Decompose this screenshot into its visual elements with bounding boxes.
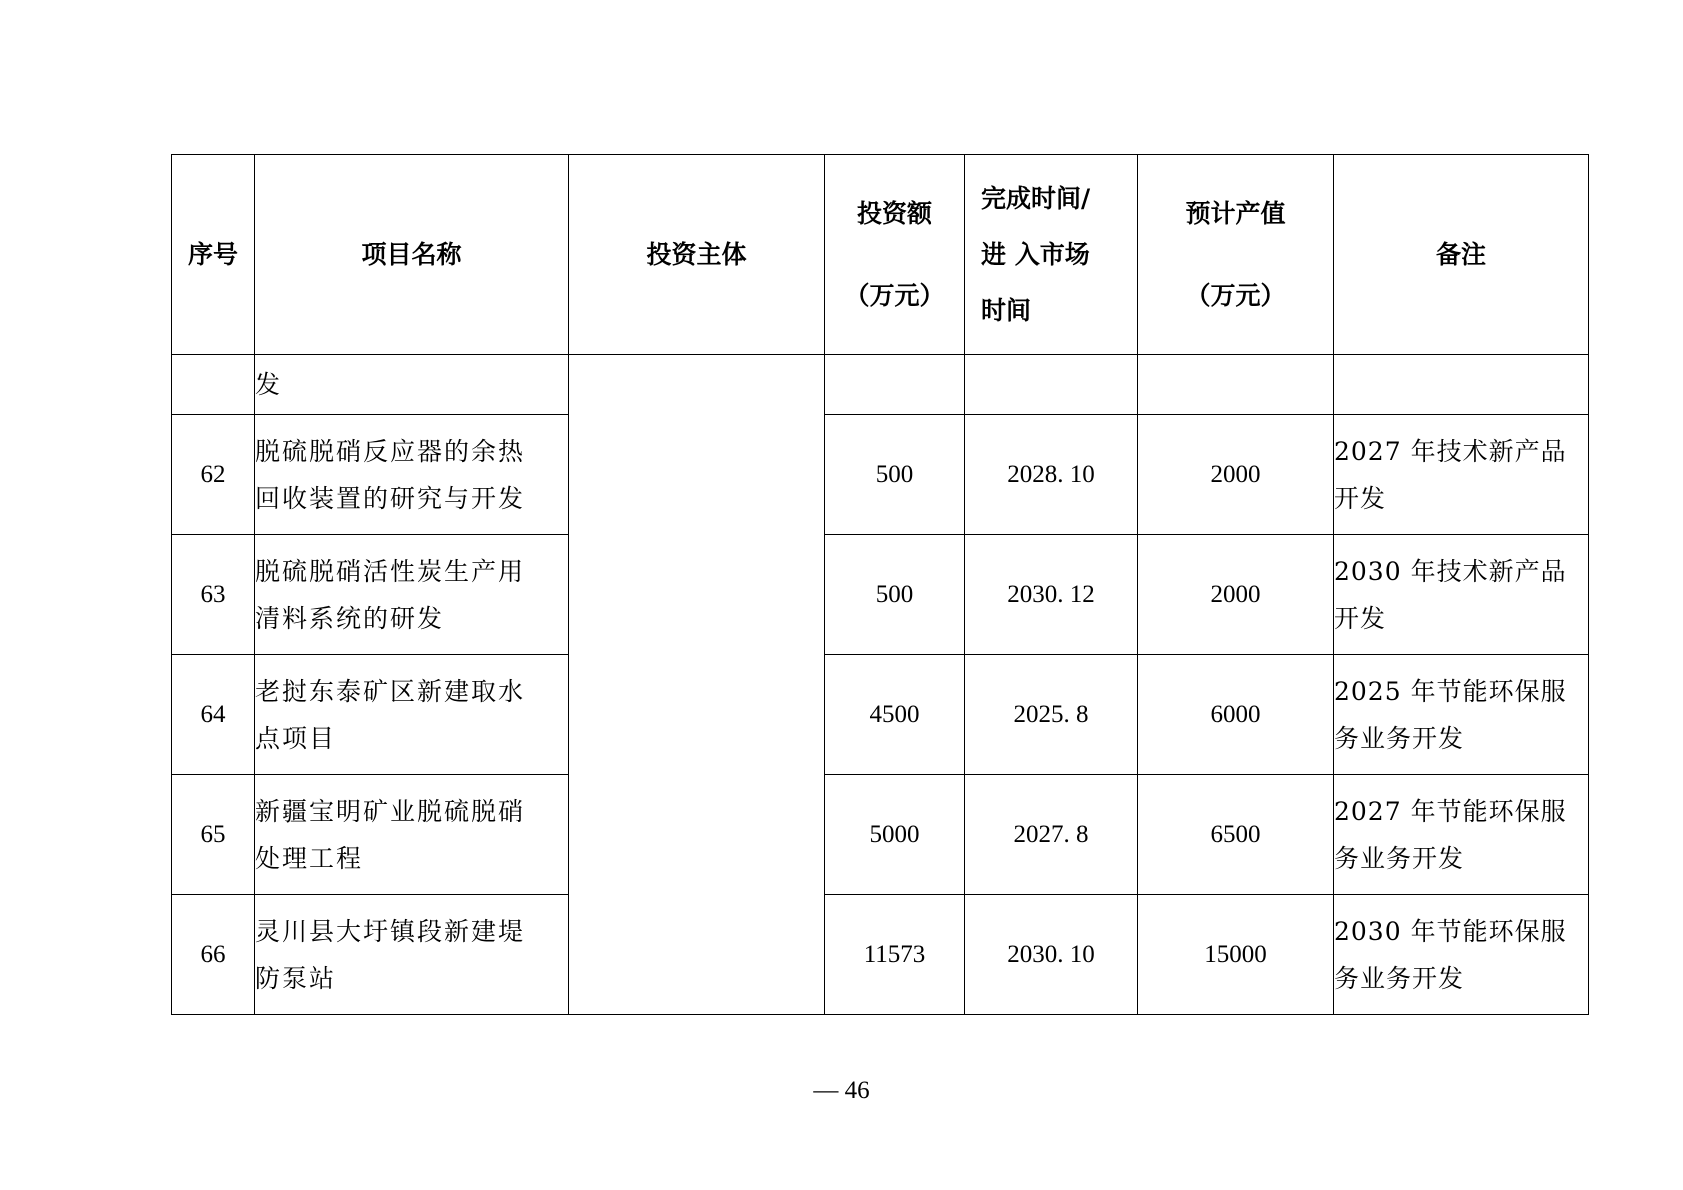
header-expected-value <box>1138 155 1334 355</box>
cell-note <box>1334 655 1589 775</box>
cell-value: 6000 <box>1138 655 1334 775</box>
header-completion-time <box>965 155 1138 355</box>
cell-amount: 4500 <box>825 655 965 775</box>
note-line2: 务业务开发 <box>1334 723 1465 753</box>
cell-note <box>1334 535 1589 655</box>
cell-value: 6500 <box>1138 775 1334 895</box>
table-row <box>172 895 1589 1015</box>
cell-project-name: 发 <box>255 355 569 415</box>
cell-time: 2027. 8 <box>965 775 1138 895</box>
project-table <box>171 154 1589 1015</box>
table-header-row <box>172 155 1589 355</box>
cell-seq: 65 <box>172 775 255 895</box>
table-row <box>172 415 1589 535</box>
table-row <box>172 535 1589 655</box>
cell-amount: 500 <box>825 415 965 535</box>
note-line2: 务业务开发 <box>1334 843 1465 873</box>
cell-value <box>1138 355 1334 415</box>
cell-time: 2028. 10 <box>965 415 1138 535</box>
cell-time: 2025. 8 <box>965 655 1138 775</box>
header-time-line2: 进 入市场 <box>981 239 1090 269</box>
project-name-line2: 清料系统的研发 <box>255 603 445 633</box>
cell-note <box>1334 895 1589 1015</box>
project-name-line1: 脱硫脱硝反应器的余热 <box>255 436 526 466</box>
cell-amount: 5000 <box>825 775 965 895</box>
project-name-line2: 点项目 <box>255 723 337 753</box>
header-amount-line2: （万元） <box>844 280 945 310</box>
cell-investor-merged <box>569 355 825 1015</box>
cell-time: 2030. 12 <box>965 535 1138 655</box>
cell-note <box>1334 415 1589 535</box>
cell-amount <box>825 355 965 415</box>
project-name-line1: 灵川县大圩镇段新建堤 <box>255 916 526 946</box>
note-line1: 2025 年节能环保服 <box>1334 676 1567 706</box>
note-line1: 2027 年技术新产品 <box>1334 436 1567 466</box>
note-line2: 开发 <box>1334 603 1387 633</box>
cell-value: 15000 <box>1138 895 1334 1015</box>
cell-project-name <box>255 415 569 535</box>
cell-project-name <box>255 655 569 775</box>
cell-time: 2030. 10 <box>965 895 1138 1015</box>
project-name-line2: 防泵站 <box>255 963 337 993</box>
note-line1: 2027 年节能环保服 <box>1334 796 1567 826</box>
note-line1: 2030 年节能环保服 <box>1334 916 1567 946</box>
project-name-line2: 回收装置的研究与开发 <box>255 483 526 513</box>
project-name-line1: 脱硫脱硝活性炭生产用 <box>255 556 526 586</box>
note-line2: 开发 <box>1334 483 1387 513</box>
header-note: 备注 <box>1334 155 1589 355</box>
note-line1: 2030 年技术新产品 <box>1334 556 1567 586</box>
header-investor: 投资主体 <box>569 155 825 355</box>
table-row <box>172 775 1589 895</box>
header-project-name: 项目名称 <box>255 155 569 355</box>
cell-seq: 64 <box>172 655 255 775</box>
cell-time <box>965 355 1138 415</box>
header-time-line3: 时间 <box>981 295 1032 325</box>
table-row-continuation <box>172 355 1589 415</box>
cell-project-name <box>255 895 569 1015</box>
cell-project-name <box>255 775 569 895</box>
cell-value: 2000 <box>1138 535 1334 655</box>
cell-value: 2000 <box>1138 415 1334 535</box>
header-value-line2: （万元） <box>1185 280 1286 310</box>
project-name-line1: 老挝东泰矿区新建取水 <box>255 676 526 706</box>
header-investment-amount <box>825 155 965 355</box>
note-line2: 务业务开发 <box>1334 963 1465 993</box>
cell-note <box>1334 775 1589 895</box>
cell-seq: 66 <box>172 895 255 1015</box>
header-time-line1: 完成时间/ <box>981 183 1091 213</box>
cell-amount: 500 <box>825 535 965 655</box>
cell-note <box>1334 355 1589 415</box>
cell-seq: 62 <box>172 415 255 535</box>
header-seq: 序号 <box>172 155 255 355</box>
project-name-line2: 处理工程 <box>255 843 364 873</box>
cell-seq <box>172 355 255 415</box>
header-value-line1: 预计产值 <box>1185 198 1286 228</box>
page-number: — 46 <box>813 1077 870 1104</box>
table-row <box>172 655 1589 775</box>
header-amount-line1: 投资额 <box>856 198 932 228</box>
project-name-line1: 新疆宝明矿业脱硫脱硝 <box>255 796 526 826</box>
cell-project-name <box>255 535 569 655</box>
cell-amount: 11573 <box>825 895 965 1015</box>
cell-seq: 63 <box>172 535 255 655</box>
